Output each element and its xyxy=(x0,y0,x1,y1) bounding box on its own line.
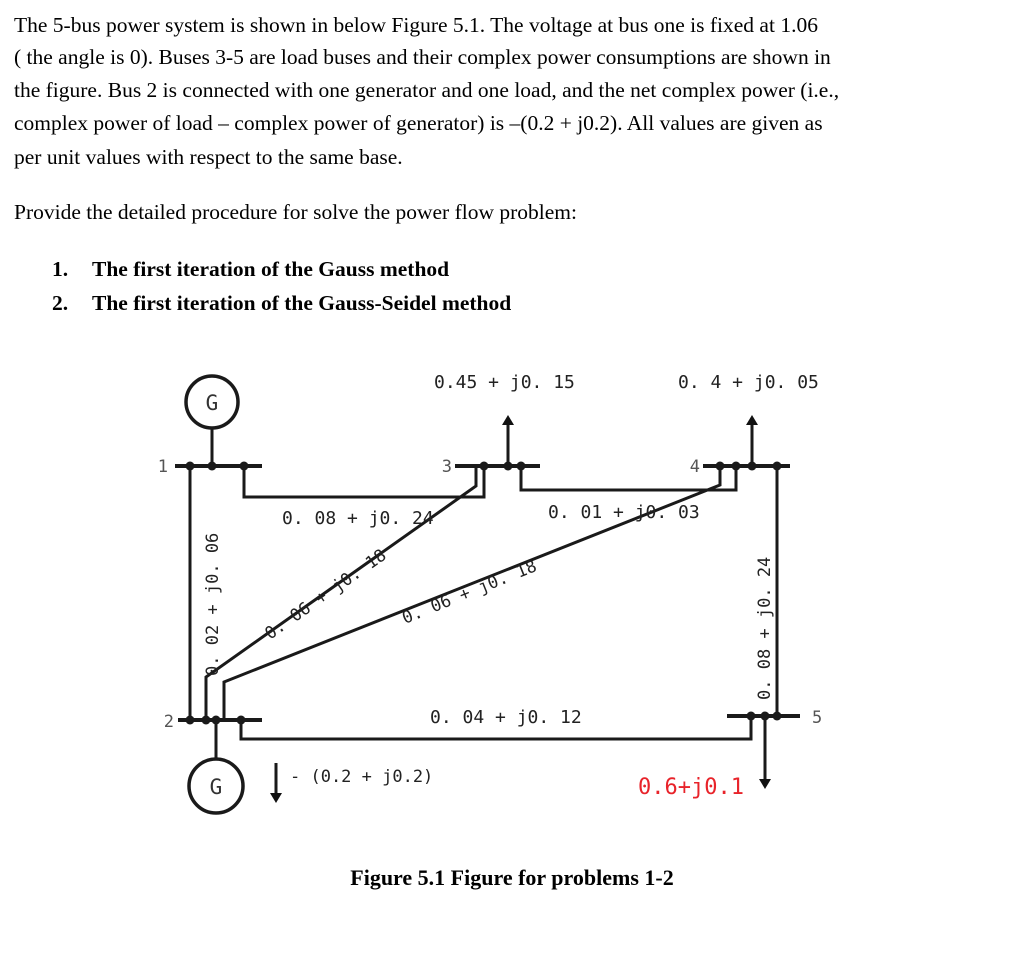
impedance-1-2: 0. 02 + j0. 06 xyxy=(203,532,223,676)
bus-3-label: 3 xyxy=(441,457,452,477)
load-3-value: 0.45 + j0. 15 xyxy=(434,372,575,393)
impedance-2-3: 0. 06 + j0. 18 xyxy=(261,545,391,645)
bus-2-label: 2 xyxy=(163,712,174,732)
generator-2-label: G xyxy=(209,775,223,799)
task-item-2: 2. The first iteration of the Gauss-Seidel method xyxy=(52,291,512,315)
load-4-value: 0. 4 + j0. 05 xyxy=(678,372,819,393)
bus-5-label: 5 xyxy=(812,708,823,728)
impedance-3-4: 0. 01 + j0. 03 xyxy=(548,502,700,523)
impedance-2-5: 0. 04 + j0. 12 xyxy=(430,707,582,728)
impedance-4-5: 0. 08 + j0. 24 xyxy=(755,556,775,700)
load-2-value: - (0.2 + j0.2) xyxy=(290,767,434,787)
impedance-1-3: 0. 08 + j0. 24 xyxy=(282,508,434,529)
instruction-prompt: Provide the detailed procedure for solve the power flow problem: xyxy=(14,200,577,224)
impedance-2-4: 0. 06 + j0. 18 xyxy=(399,556,540,629)
figure-caption: Figure 5.1 Figure for problems 1-2 xyxy=(350,865,674,890)
problem-line-3: the figure. Bus 2 is connected with one generator and one load, and the net complex power (i.e., xyxy=(14,78,840,102)
generator-1-label: G xyxy=(205,391,219,415)
bus-4-label: 4 xyxy=(689,457,700,477)
problem-line-2: ( the angle is 0). Buses 3-5 are load buses and their complex power consumptions are shown in xyxy=(14,45,831,69)
load-5-value: 0.6+j0.1 xyxy=(638,775,744,800)
task-item-1: 1. The first iteration of the Gauss method xyxy=(52,257,450,281)
problem-line-1: The 5-bus power system is shown in below Figure 5.1. The voltage at bus one is fixed at 1.06 xyxy=(14,13,818,37)
bus-1-label: 1 xyxy=(157,457,168,477)
line-3-4 xyxy=(521,466,736,490)
problem-line-5: per unit values with respect to the same base. xyxy=(14,145,403,169)
problem-line-4: complex power of load – complex power of generator) is –(0.2 + j0.2). All values are given as xyxy=(14,111,823,135)
